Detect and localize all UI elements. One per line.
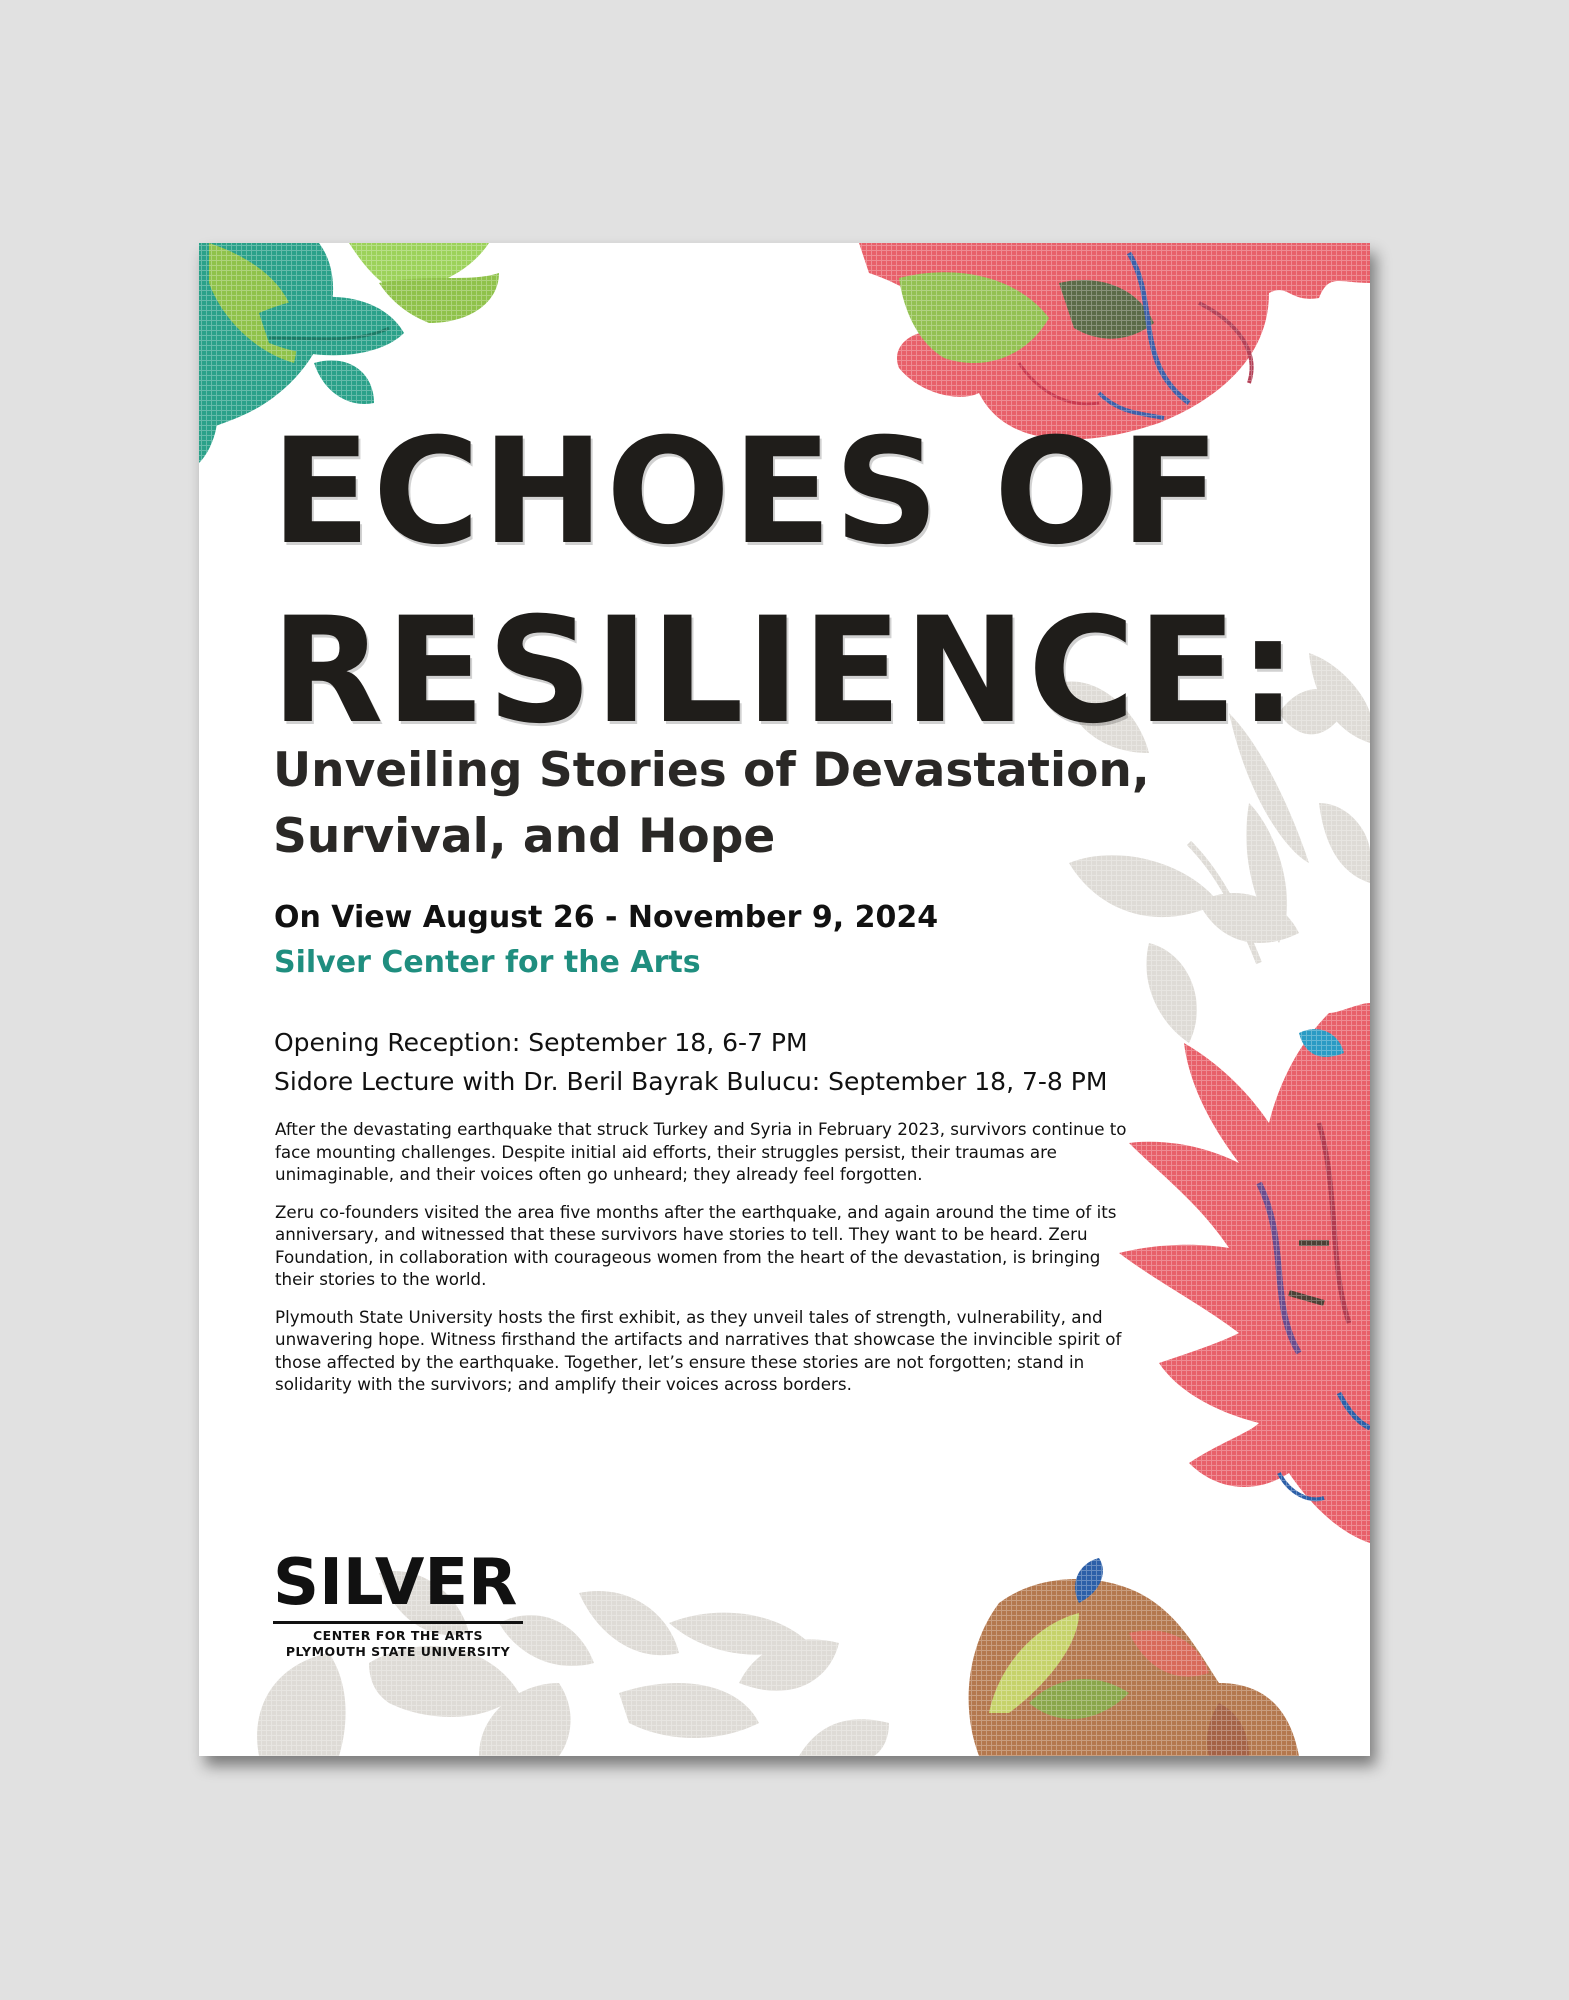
events-list <box>274 1023 1107 1101</box>
title-line-1: ECHOES OF <box>271 407 1222 577</box>
exhibit-venue: Silver Center for the Arts <box>274 945 701 980</box>
event-sidore-lecture: Sidore Lecture with Dr. Beril Bayrak Bulucu: September 18, 7-8 PM <box>274 1067 1108 1096</box>
description <box>275 1118 1135 1411</box>
title-line-2: RESILIENCE: <box>271 586 1300 756</box>
logo-divider <box>273 1621 523 1624</box>
exhibition-poster <box>199 243 1370 1756</box>
exhibit-dates: On View August 26 - November 9, 2024 <box>274 900 939 935</box>
description-paragraph: Zeru co-founders visited the area five months after the earthquake, and again around the time of its anniversary, and witnessed that these survivors have stories to tell. They want to be heard. Zeru Foundation, in collaboration with courageous women from the heart of the devastation, is bringing their stories to the world. <box>275 1201 1117 1289</box>
silver-center-logo <box>273 1546 523 1660</box>
logo-line-2: PLYMOUTH STATE UNIVERSITY <box>285 1644 511 1659</box>
logo-wordmark: SILVER <box>273 1546 518 1620</box>
event-opening-reception: Opening Reception: September 18, 6-7 PM <box>274 1028 808 1057</box>
subtitle-line-2: Survival, and Hope <box>273 809 776 864</box>
logo-line-1: CENTER FOR THE ARTS <box>312 1628 483 1643</box>
subtitle-line-1: Unveiling Stories of Devastation, <box>273 743 1150 798</box>
description-paragraph: After the devastating earthquake that struck Turkey and Syria in February 2023, survivors continue to face mounting challenges. Despite initial aid efforts, their struggles persist, their traumas are unimaginable, and their voices often go unheard; they already feel forgotten. <box>275 1119 1127 1184</box>
subtitle <box>273 738 1150 870</box>
description-paragraph: Plymouth State University hosts the first exhibit, as they unveil tales of strength, vulnerability, and unwavering hope. Witness firsthand the artifacts and narratives that showcase the invincible spirit of those affected by the earthquake. Together, let’s ensure these stories are not forgotten; stand in solidarity with the survivors; and amplify their voices across borders. <box>275 1306 1122 1394</box>
